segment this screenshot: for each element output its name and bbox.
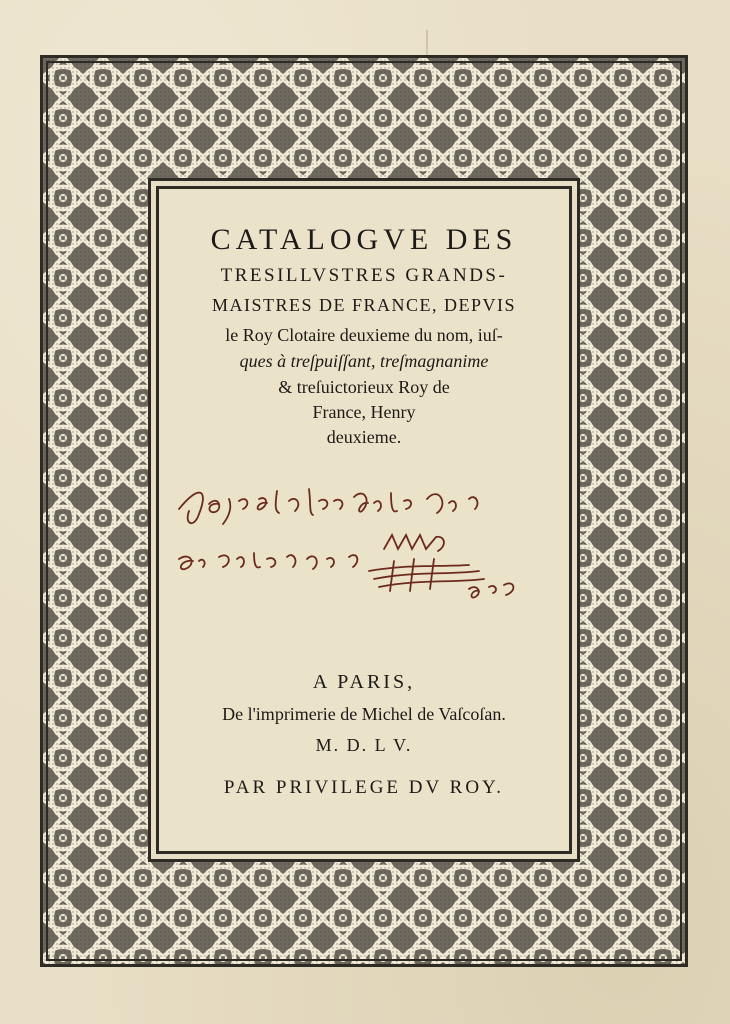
handwritten-signature (169, 479, 569, 609)
imprint-year: M. D. L V. (315, 735, 413, 755)
imprint-place: A PARIS, (312, 671, 416, 693)
title-line-3: MAISTRES DE FRANCE, DEPVIS (211, 295, 517, 315)
title-panel (156, 186, 572, 854)
title-line-8: deuxieme. (326, 427, 402, 447)
title-line-7: France, Henry (312, 402, 416, 422)
imprint-printer: De l'imprimerie de Michel de Vaſcoſan. (222, 704, 506, 724)
title-line-2: TRESILLVSTRES GRANDS- (220, 265, 508, 286)
title-line-6: & treſuictorieux Roy de (278, 377, 450, 397)
imprint-privilege: PAR PRIVILEGE DV ROY. (223, 777, 505, 798)
title-line-4: le Roy Clotaire deuxieme du nom, iuſ- (225, 325, 503, 345)
title-line-1: CATALOGVE DES (210, 223, 518, 256)
title-line-5: ques à treſpuiſſant, treſmagnanime (239, 351, 489, 371)
